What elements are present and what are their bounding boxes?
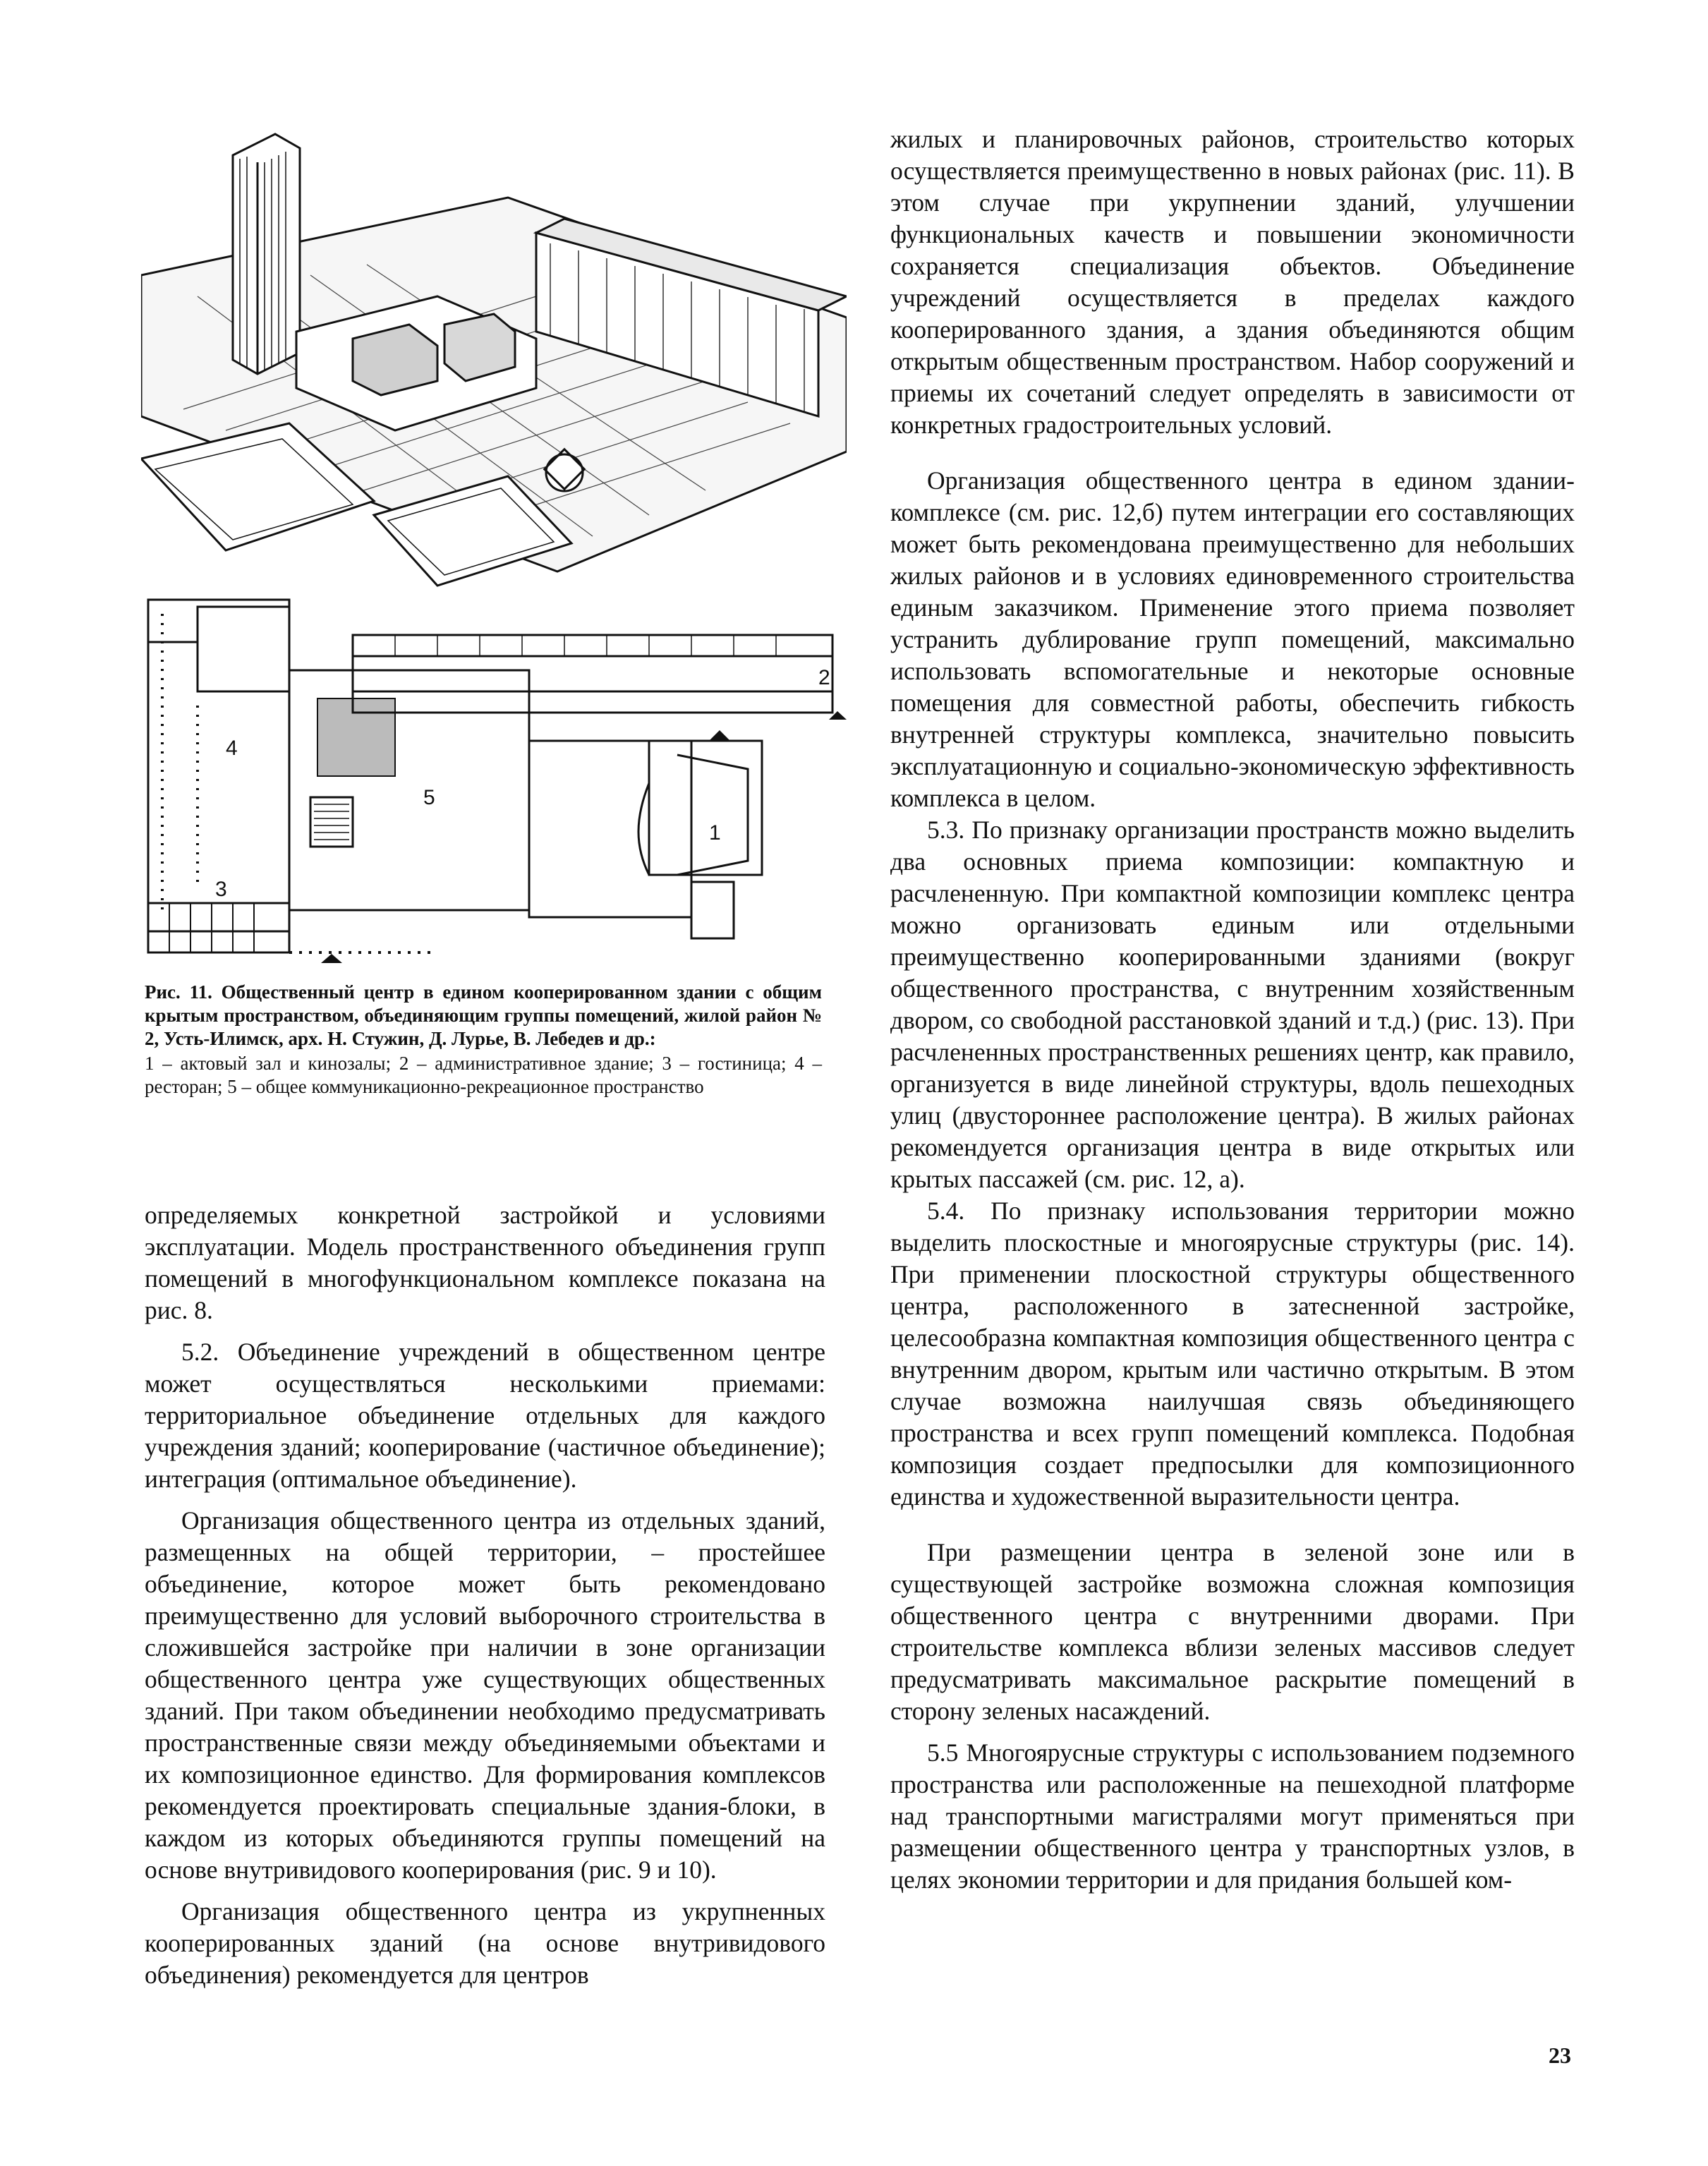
plan-label-4: 4 xyxy=(226,737,238,760)
right-paragraph-2: Организация общественного центра в едином здании-комплексе (см. рис. 12,б) путем интеграции его составляющих может быть рекомендована преимущественно для небольших жилых районов и в условиях единовременного строительства единым заказчиком. Применение этого приема позволяет устранить дублирование групп помещений, максимально использовать вспомогательные и некоторые основные помещения для совместной работы, обеспечить гибкость внутренней структуры комплекса, значительно повысить эксплуатационную и социально-экономическую эффективность комплекса в целом. xyxy=(890,466,1575,812)
left-text-column xyxy=(145,1199,825,1991)
left-paragraph-3: Организация общественного центра из отдельных зданий, размещенных на общей территории, – простейшее объединение, которое может быть рекомендовано преимущественно для условий выборочного строительства в сложившейся застройке при наличии в зоне организации общественного центра уже существующих общественных зданий. При таком объединении необходимо предусматривать пространственные связи между объединяемыми объектами и их композиционное единство. Для формирования комплексов рекомендуется проектировать специальные здания-блоки, в каждом из которых объединяются группы помещений на основе внутривидового кооперирования (рис. 9 и 10). xyxy=(145,1506,825,1884)
page-number: 23 xyxy=(1549,2043,1571,2068)
right-paragraph-3: 5.3. По признаку организации пространств можно выделить два основных приема композиции: компактную и расчлененную. При компактной композиции комплекс центра можно организовать единым или отдельными преимущественно кооперированными зданиями (вокруг общественного пространства, с внутренним хозяйственным двором, со свободной расстановкой зданий и т.д.) (рис. 13). При расчлененных пространственных решениях центр, как правило, организуется в виде линейной структуры, вдоль пешеходных улиц (двустороннее расположение центра). В жилых районах рекомендуется организация центра в виде открытых или крытых пассажей (см. рис. 12, а). xyxy=(890,816,1575,1193)
plan-label-2: 2 xyxy=(818,666,830,689)
caption-legend: 1 – актовый зал и кинозалы; 2 – административное здание; 3 – гостиница; 4 – ресторан; 5 – общее коммуникационно-рекреационное пространство xyxy=(145,1053,822,1097)
left-paragraph-2: 5.2. Объединение учреждений в общественном центре может осуществляться несколькими приемами: территориальное объединение отдельных для каждого учреждения зданий; кооперирование (частичное объединение); интеграция (оптимальное объединение). xyxy=(145,1338,825,1493)
caption-title: Рис. 11. Общественный центр в едином кооперированном здании с общим крытым пространством, объединяющим группы помещений, жилой район № 2, Усть-Илимск, арх. Н. Стужин, Д. Лурье, В. Лебедев и др.: xyxy=(145,981,822,1049)
left-paragraph-1: определяемых конкретной застройкой и условиями эксплуатации. Модель пространственного объединения групп помещений в многофункциональном комплексе показана на рис. 8. xyxy=(145,1201,825,1324)
plan-label-3: 3 xyxy=(215,878,227,901)
right-paragraph-4: 5.4. По признаку использования территории можно выделить плоскостные и многоярусные структуры (рис. 14). При применении плоскостной структуры общественного центра, расположенного в затесненной застройке, целесообразна компактная композиция общественного центра с внутренним двором, крытым или частично открытым. В этом случае возможна наилучшая связь объединяющего пространства и всех групп помещений комплекса. Подобная композиция создает предпосылки для композиционного единства и художественной выразительности центра. xyxy=(890,1197,1575,1511)
plan-label-1: 1 xyxy=(709,821,721,845)
figure-caption xyxy=(145,981,822,1099)
plan-label-5: 5 xyxy=(423,786,435,809)
right-paragraph-6: 5.5 Многоярусные структуры с использованием подземного пространства или расположенные на пешеходной платформе над транспортными магистралями могут применяться при размещении общественного центра у транспортных узлов, в целях экономии территории и для придания большей ком- xyxy=(890,1738,1575,1894)
right-text-column xyxy=(890,123,1575,1896)
right-paragraph-5: При размещении центра в зеленой зоне или в существующей застройке возможна сложная композиция общественного центра с внутренними дворами. При строительстве комплекса вблизи зеленых массивов следует предусматривать максимальное раскрытие помещений в сторону зеленых насаждений. xyxy=(890,1538,1575,1725)
left-paragraph-4: Организация общественного центра из укрупненных кооперированных зданий (на основе внутривидового объединения) рекомендуется для центров xyxy=(145,1897,825,1989)
building-drawing xyxy=(141,120,847,967)
right-paragraph-1: жилых и планировочных районов, строительство которых осуществляется преимущественно в новых районах (рис. 11). В этом случае при укрупнении зданий, улучшении функциональных качеств и повышении экономичности сохраняется специализация объектов. Объединение учреждений осуществляется в пределах каждого кооперированного здания, а здания объединяются общим открытым общественным пространством. Набор сооружений и приемы их сочетаний следует определять в зависимости от конкретных градостроительных условий. xyxy=(890,125,1575,439)
figure-11-illustration xyxy=(141,120,847,967)
